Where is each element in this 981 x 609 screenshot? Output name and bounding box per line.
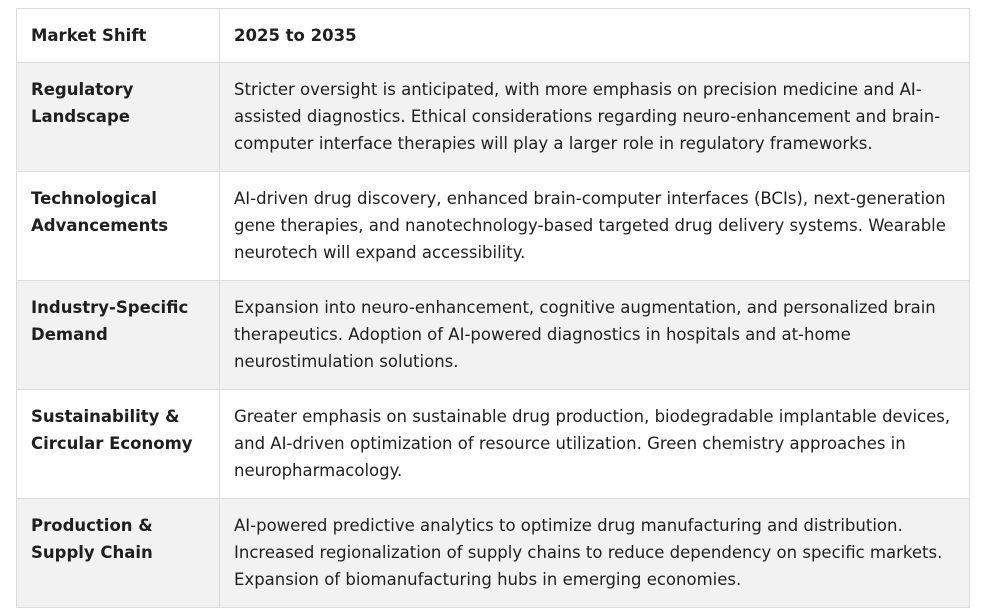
row-text-production-supply-chain: AI-powered predictive analytics to optimize drug manufacturing and distribution. Increased regionalization of supply chains to reduce dependency on specific markets. Expansion of biomanufacturing hubs in emerging economies. bbox=[220, 499, 970, 608]
table-row bbox=[17, 172, 970, 281]
header-market-shift: Market Shift bbox=[17, 9, 220, 63]
row-label-regulatory-landscape: Regulatory Landscape bbox=[17, 63, 220, 172]
table-row bbox=[17, 499, 970, 608]
table-row bbox=[17, 63, 970, 172]
market-shift-table bbox=[16, 8, 970, 608]
row-text-industry-specific-demand: Expansion into neuro-enhancement, cognitive augmentation, and personalized brain therapeutics. Adoption of AI-powered diagnostics in hospitals and at-home neurostimulation solutions. bbox=[220, 281, 970, 390]
table-header-row bbox=[17, 9, 970, 63]
row-label-sustainability-circular-economy: Sustainability & Circular Economy bbox=[17, 390, 220, 499]
header-period: 2025 to 2035 bbox=[220, 9, 970, 63]
table-row bbox=[17, 281, 970, 390]
table-row bbox=[17, 390, 970, 499]
row-text-regulatory-landscape: Stricter oversight is anticipated, with more emphasis on precision medicine and AI-assisted diagnostics. Ethical considerations regarding neuro-enhancement and brain-computer interface therapies will play a larger role in regulatory frameworks. bbox=[220, 63, 970, 172]
row-label-industry-specific-demand: Industry-Specific Demand bbox=[17, 281, 220, 390]
row-label-technological-advancements: Technological Advancements bbox=[17, 172, 220, 281]
market-shift-table-container bbox=[16, 8, 969, 608]
row-text-technological-advancements: AI-driven drug discovery, enhanced brain-computer interfaces (BCIs), next-generation gene therapies, and nanotechnology-based targeted drug delivery systems. Wearable neurotech will expand accessibility. bbox=[220, 172, 970, 281]
row-text-sustainability-circular-economy: Greater emphasis on sustainable drug production, biodegradable implantable devices, and AI-driven optimization of resource utilization. Green chemistry approaches in neuropharmacology. bbox=[220, 390, 970, 499]
row-label-production-supply-chain: Production & Supply Chain bbox=[17, 499, 220, 608]
